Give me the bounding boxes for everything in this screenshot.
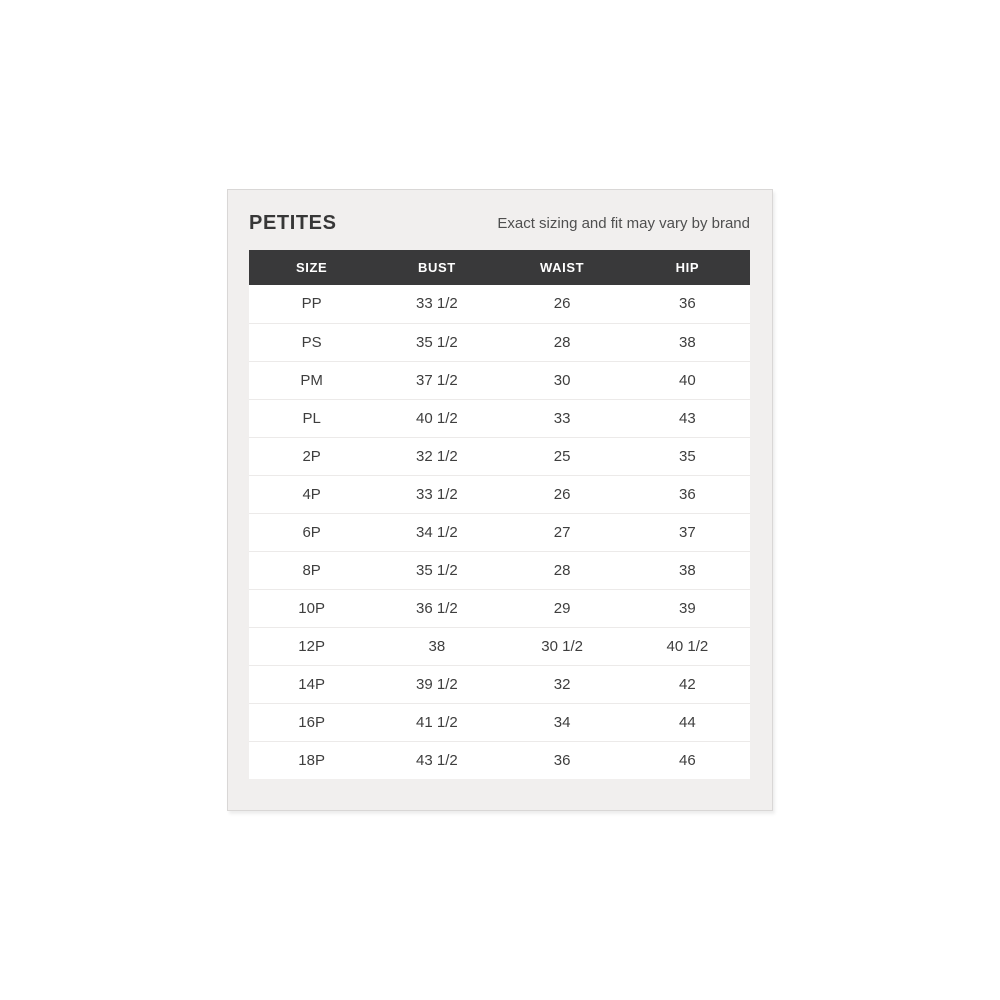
table-cell: 6P	[249, 513, 374, 551]
table-cell: 40	[625, 361, 750, 399]
table-row	[249, 741, 750, 779]
table-row	[249, 703, 750, 741]
table-cell: 29	[500, 589, 625, 627]
table-cell: 33 1/2	[374, 285, 499, 323]
table-cell: 12P	[249, 627, 374, 665]
table-cell: 8P	[249, 551, 374, 589]
table-cell: 44	[625, 703, 750, 741]
table-cell: 36	[625, 475, 750, 513]
table-cell: 36	[625, 285, 750, 323]
table-cell: 26	[500, 285, 625, 323]
table-cell: 28	[500, 551, 625, 589]
column-header-size: SIZE	[249, 250, 374, 285]
table-cell: PS	[249, 323, 374, 361]
table-cell: 30	[500, 361, 625, 399]
table-cell: 28	[500, 323, 625, 361]
table-cell: 40 1/2	[625, 627, 750, 665]
table-row	[249, 361, 750, 399]
table-cell: 10P	[249, 589, 374, 627]
table-cell: 18P	[249, 741, 374, 779]
card-header	[249, 210, 750, 236]
size-chart-card	[227, 189, 773, 811]
table-cell: 38	[625, 323, 750, 361]
table-cell: 14P	[249, 665, 374, 703]
table-cell: 39	[625, 589, 750, 627]
table-row	[249, 589, 750, 627]
table-cell: 46	[625, 741, 750, 779]
table-cell: 33 1/2	[374, 475, 499, 513]
size-table	[249, 250, 750, 779]
table-row	[249, 551, 750, 589]
table-cell: 38	[625, 551, 750, 589]
table-row	[249, 627, 750, 665]
table-cell: PL	[249, 399, 374, 437]
table-cell: 42	[625, 665, 750, 703]
table-cell: 32 1/2	[374, 437, 499, 475]
table-cell: 40 1/2	[374, 399, 499, 437]
table-cell: 36	[500, 741, 625, 779]
table-row	[249, 475, 750, 513]
table-cell: PM	[249, 361, 374, 399]
table-cell: 38	[374, 627, 499, 665]
column-header-waist: WAIST	[500, 250, 625, 285]
table-cell: 16P	[249, 703, 374, 741]
table-row	[249, 665, 750, 703]
size-table-body	[249, 285, 750, 779]
table-cell: 37	[625, 513, 750, 551]
table-cell: 35 1/2	[374, 551, 499, 589]
size-table-head	[249, 250, 750, 285]
table-cell: 26	[500, 475, 625, 513]
table-cell: 34	[500, 703, 625, 741]
table-row	[249, 437, 750, 475]
table-row	[249, 399, 750, 437]
table-cell: 34 1/2	[374, 513, 499, 551]
table-cell: 41 1/2	[374, 703, 499, 741]
table-row	[249, 323, 750, 361]
table-cell: 43	[625, 399, 750, 437]
table-cell: 25	[500, 437, 625, 475]
header-row	[249, 250, 750, 285]
table-cell: 2P	[249, 437, 374, 475]
table-cell: 32	[500, 665, 625, 703]
page-title: PETITES	[249, 211, 337, 234]
table-cell: 35 1/2	[374, 323, 499, 361]
table-cell: 35	[625, 437, 750, 475]
table-cell: 37 1/2	[374, 361, 499, 399]
table-cell: 33	[500, 399, 625, 437]
table-cell: PP	[249, 285, 374, 323]
sizing-disclaimer: Exact sizing and fit may vary by brand	[497, 214, 750, 232]
table-cell: 43 1/2	[374, 741, 499, 779]
table-cell: 39 1/2	[374, 665, 499, 703]
table-cell: 30 1/2	[500, 627, 625, 665]
table-row	[249, 513, 750, 551]
table-cell: 36 1/2	[374, 589, 499, 627]
table-cell: 27	[500, 513, 625, 551]
column-header-hip: HIP	[625, 250, 750, 285]
column-header-bust: BUST	[374, 250, 499, 285]
table-row	[249, 285, 750, 323]
table-cell: 4P	[249, 475, 374, 513]
